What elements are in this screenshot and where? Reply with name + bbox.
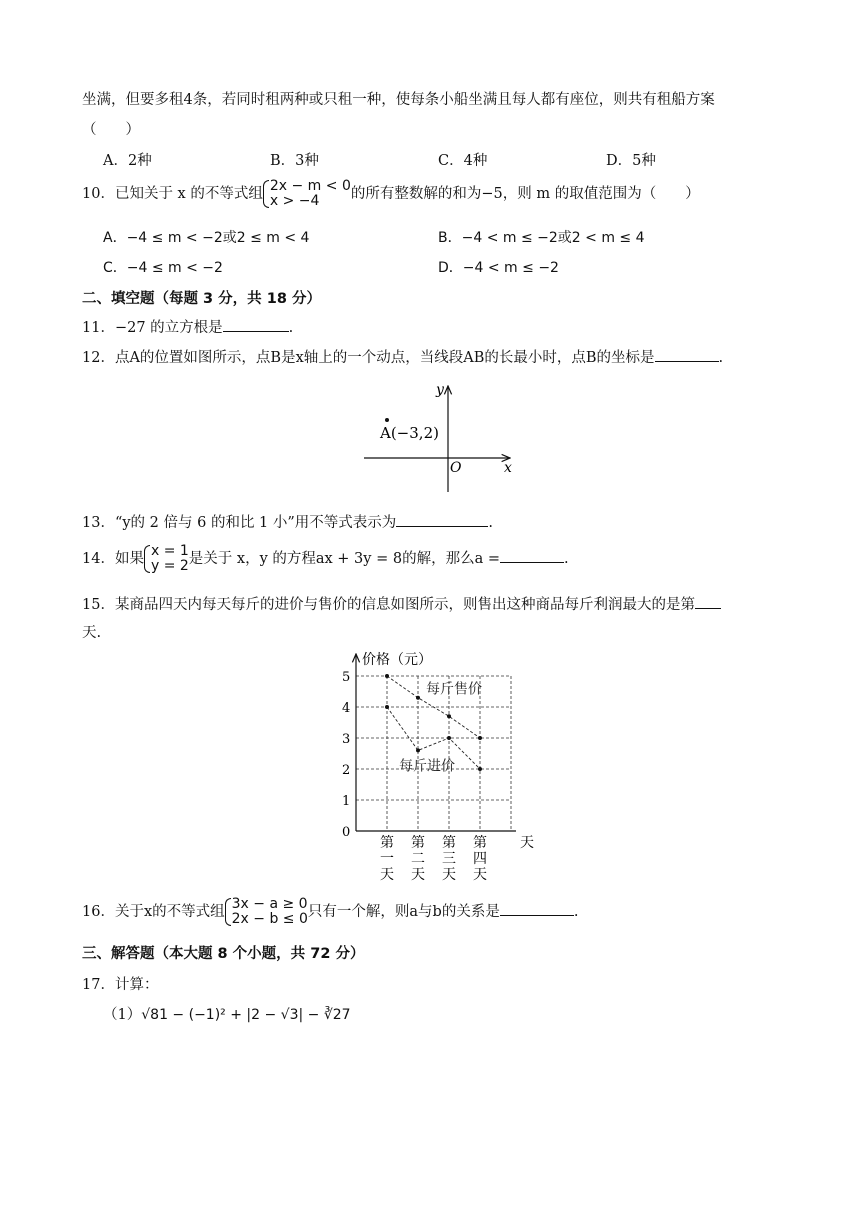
question-13: [82, 511, 493, 532]
q17-part-1: [103, 1003, 351, 1024]
q14-sys-line1: x = 1: [150, 543, 189, 559]
section-3-heading: 三、解答题（本大题 8 个小题，共 72 分）: [82, 946, 365, 962]
q10-option-c: C．−4 ≤ m < −2: [103, 260, 223, 276]
question-17-title: 17．计算：: [82, 977, 159, 993]
x-tick-label: 三: [442, 851, 456, 867]
data-point: [385, 705, 389, 709]
data-point: [478, 767, 482, 771]
x-tick-label: 四: [473, 851, 487, 867]
q11-period: .: [288, 320, 294, 336]
x-tick-label: 二: [411, 851, 425, 867]
price-chart: [334, 648, 544, 884]
x-axis-title: 天: [520, 835, 534, 851]
question-16: [82, 897, 578, 927]
q14-period: .: [563, 551, 569, 567]
question-12: [82, 346, 723, 367]
q10-inequality-system: [263, 179, 351, 209]
q12-period: .: [718, 350, 724, 366]
q16-sys-line2: 2x − b ≤ 0: [231, 911, 308, 927]
data-point: [447, 736, 451, 740]
x-tick-label: 一: [380, 851, 394, 867]
q9-option-a: A．2种: [103, 153, 152, 169]
series-label: 每斤进价: [399, 758, 455, 775]
data-point: [416, 748, 420, 752]
answer-blank: [223, 319, 289, 332]
coordinate-figure: [360, 380, 520, 496]
q16-sys-line1: 3x − a ≥ 0: [231, 896, 308, 912]
answer-blank: [655, 349, 719, 362]
y-tick-label: 1: [342, 794, 351, 809]
q17-part1-expression: √81 − (−1)² + |2 − √3| − ∛27: [141, 1007, 351, 1023]
section-2-heading: 二、填空题（每题 3 分，共 18 分）: [82, 291, 321, 307]
x-tick-label: 第: [380, 835, 394, 851]
x-tick-label: 第: [442, 835, 456, 851]
y-tick-label: 2: [342, 763, 351, 778]
q14-sys-line2: y = 2: [150, 558, 189, 574]
question-14: [82, 544, 569, 574]
q9-option-b: B．3种: [270, 153, 319, 169]
data-point: [416, 696, 420, 700]
y-axis-title: 价格（元）: [362, 652, 432, 668]
data-point: [385, 674, 389, 678]
q14-prefix: 14．如果: [82, 551, 144, 567]
q17-part1-label: （1）: [103, 1007, 142, 1023]
answer-blank: [695, 596, 721, 609]
q10-sys-line1: 2x − m < 0: [269, 178, 351, 194]
q10-option-d: D．−4 < m ≤ −2: [438, 260, 559, 276]
question-9-text: 坐满，但要多租4条，若同时租两种或只租一种，使每条小船坐满且每人都有座位，则共有租船方案: [82, 92, 715, 108]
data-point: [478, 736, 482, 740]
x-tick-label: 第: [411, 835, 425, 851]
q9-option-c: C．4种: [438, 153, 488, 169]
q13-period: .: [488, 515, 493, 531]
q10-option-a: A．−4 ≤ m < −2或2 ≤ m < 4: [103, 230, 310, 246]
question-15: [82, 593, 721, 614]
answer-blank: [396, 514, 488, 527]
series-label: 每斤售价: [426, 681, 482, 698]
y-tick-label: 4: [342, 701, 351, 716]
x-tick-label: 天: [442, 867, 456, 883]
x-tick-label: 天: [411, 867, 425, 883]
q16-prefix: 16．关于x的不等式组: [82, 904, 225, 920]
x-tick-label: 第: [473, 835, 487, 851]
data-point: [447, 714, 451, 718]
q10-sys-line2: x > −4: [269, 193, 320, 209]
question-10: [82, 179, 700, 209]
q14-text: 是关于 x，y 的方程ax + 3y = 8的解，那么a =: [188, 551, 500, 567]
y-tick-label: 0: [342, 825, 351, 840]
q13-text: 13．“y的 2 倍与 6 的和比 1 小”用不等式表示为: [82, 515, 397, 531]
q14-equation-system: [144, 544, 189, 574]
point-a: [385, 418, 389, 422]
q9-option-d: D．5种: [606, 153, 656, 169]
question-11: [82, 316, 293, 337]
y-tick-label: 5: [342, 670, 351, 685]
x-tick-label: 天: [380, 867, 394, 883]
question-9-paren: （ ）: [82, 122, 140, 138]
q16-text: 只有一个解，则a与b的关系是: [307, 904, 500, 920]
y-tick-label: 3: [342, 732, 351, 747]
q15-text: 15．某商品四天内每天每斤的进价与售价的信息如图所示，则售出这种商品每斤利润最大的是第: [82, 597, 695, 613]
q16-inequality-system: [225, 897, 308, 927]
x-tick-label: 天: [473, 867, 487, 883]
q12-text: 12．点A的位置如图所示，点B是x轴上的一个动点，当线段AB的长最小时，点B的坐标是: [82, 350, 655, 366]
answer-blank: [500, 903, 574, 916]
point-a-label: A(−3,2): [380, 424, 439, 442]
q16-period: .: [573, 904, 579, 920]
origin-label: O: [450, 460, 462, 476]
q10-option-b: B．−4 < m ≤ −2或2 < m ≤ 4: [438, 230, 645, 246]
q10-suffix: 的所有整数解的和为−5，则 m 的取值范围为（ ）: [350, 186, 700, 202]
q11-text: 11．−27 的立方根是: [82, 320, 223, 336]
question-15-line2: 天.: [82, 625, 102, 641]
y-axis-label: y: [436, 382, 444, 398]
answer-blank: [500, 550, 564, 563]
q10-prefix: 10．已知关于 x 的不等式组: [82, 186, 263, 202]
x-axis-label: x: [504, 460, 512, 476]
